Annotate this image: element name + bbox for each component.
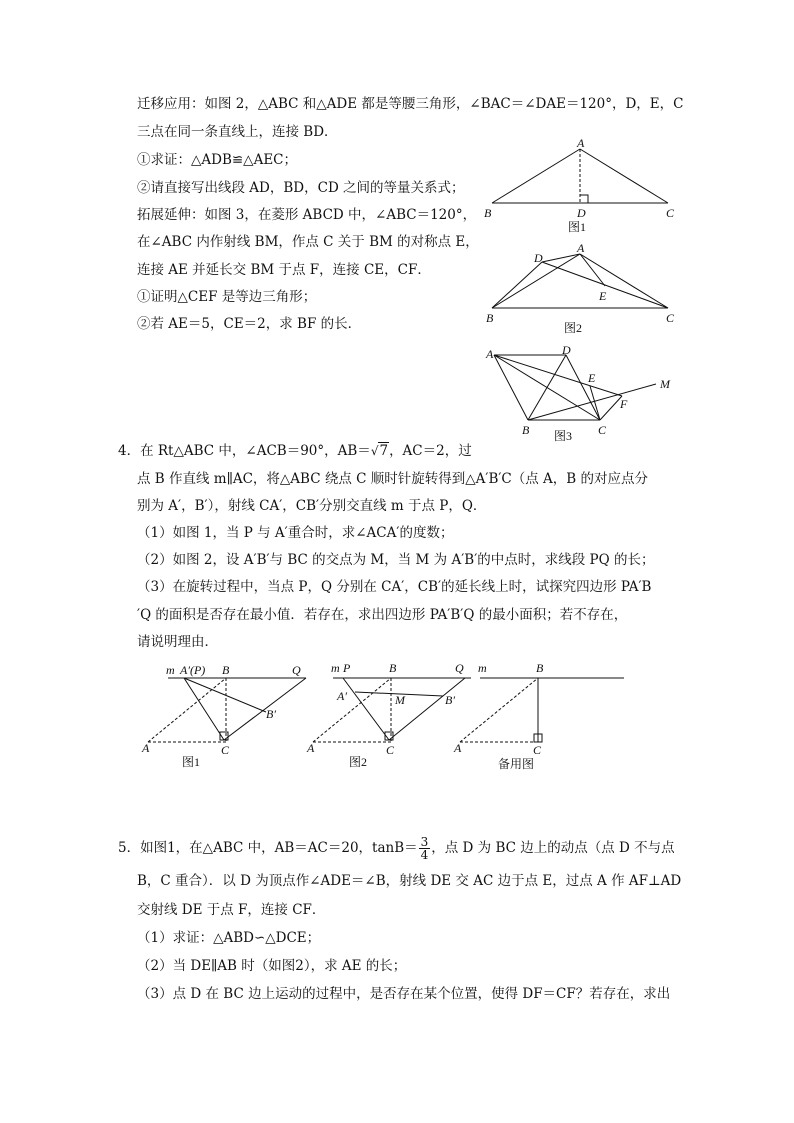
p3-line-4: ②请直接写出线段 AD，BD，CD 之间的等量关系式； [137, 180, 465, 196]
p3-line-6: 在∠ABC 内作射线 BM，作点 C 关于 BM 的对称点 E， [137, 234, 479, 250]
fig3-label-E: E [588, 371, 596, 385]
p4f1-label-Q: Q [292, 663, 301, 677]
fig3-label-B: B [522, 423, 530, 437]
p5-frac-denominator: 4 [420, 848, 429, 862]
p4-line-1b: ，AC＝2，过 [389, 443, 472, 459]
fig2-label-B: B [486, 311, 494, 325]
p4f3-label-A: A [454, 741, 462, 755]
fig1-caption: 图1 [568, 220, 587, 234]
p5-line-6: （3）点 D 在 BC 边上运动的过程中，是否存在某个位置，使得 DF＝CF？若存在，求出 [137, 986, 671, 1002]
p5-frac-numerator: 3 [420, 835, 429, 849]
p4f1-label-C: C [221, 743, 230, 757]
p5-line-1 [118, 836, 675, 861]
p4f2-label-Bp: B′ [445, 693, 455, 707]
p4f2-label-A: A [307, 741, 315, 755]
fig2-label-C: C [666, 311, 675, 325]
fig1-label-B: B [484, 206, 492, 220]
p4-figure-backup [452, 660, 632, 772]
p4f3-label-C: C [533, 743, 542, 757]
p5-fraction [419, 836, 431, 861]
p4f2-label-Ap: A′ [337, 689, 347, 703]
p4-line-7: ′Q 的面积是否存在最小值．若存在，求出四边形 PA′B′Q 的最小面积；若不存在， [137, 607, 628, 623]
fig2-caption: 图2 [564, 321, 583, 335]
p3-line-2: 三点在同一条直线上，连接 BD． [137, 124, 338, 140]
p5-line-3: 交射线 DE 于点 F，连接 CF． [137, 902, 326, 918]
p3-figure-1 [480, 135, 690, 235]
p4f2-label-Q: Q [455, 661, 464, 675]
p4f1-caption: 图1 [182, 755, 201, 769]
fig1-label-C: C [666, 206, 675, 220]
p5-line-2: B，C 重合）．以 D 为顶点作∠ADE＝∠B，射线 DE 交 AC 边于点 E，过点 A 作 AF⊥AD [137, 873, 682, 889]
fig3-label-F: F [620, 397, 628, 411]
p4-figure-1 [140, 660, 315, 772]
p4-line-2: 点 B 作直线 m∥AC，将△ABC 绕点 C 顺时针旋转得到△A′B′C（点 A，B 的对应点分 [137, 471, 649, 487]
fig2-label-D: D [534, 251, 543, 265]
fig3-label-A: A [486, 347, 494, 361]
p3-line-1: 迁移应用：如图 2，△ABC 和△ADE 都是等腰三角形，∠BAC＝∠DAE＝120°，D，E，C [137, 96, 684, 112]
p5-line-5: （2）当 DE∥AB 时（如图2），求 AE 的长； [137, 958, 407, 974]
p4f2-label-m: m [331, 661, 340, 675]
p4f1-label-B: B [222, 663, 230, 677]
fig1-label-D: D [577, 206, 586, 220]
p4f3-caption: 备用图 [498, 757, 535, 771]
p4f2-caption: 图2 [349, 755, 368, 769]
p3-line-8: ①证明△CEF 是等边三角形； [137, 289, 317, 305]
p4-line-3: 别为 A′，B′），射线 CA′，CB′分别交直线 m 于点 P，Q． [137, 498, 487, 514]
p5-line-4: （1）求证：△ABD∽△DCE； [137, 930, 321, 946]
p4-line-8: 请说明理由． [137, 634, 218, 650]
p4-line-6: （3）在旋转过程中，当点 P，Q 分别在 CA′，CB′的延长线上时，试探究四边形 PA′B [137, 579, 652, 595]
p4f3-label-B: B [536, 661, 544, 675]
p4-number: 4． [118, 443, 141, 459]
p4f1-label-m: m [166, 663, 175, 677]
p5-number: 5． [118, 840, 141, 856]
p4f1-label-Bp: B′ [266, 707, 276, 721]
p4f2-label-B: B [389, 661, 397, 675]
p4-line-4: （1）如图 1，当 P 与 A′重合时，求∠ACA′的度数； [137, 525, 454, 541]
fig3-label-M: M [660, 377, 670, 391]
p3-figure-2 [480, 240, 690, 340]
p4f1-label-AP: A′(P) [180, 663, 206, 677]
p5-line-1b: ，点 D 为 BC 边上的动点（点 D 不与点 [431, 840, 675, 856]
fig1-label-A: A [577, 136, 585, 150]
p3-figure-3 [482, 340, 682, 445]
p4-sqrt: 7 [379, 443, 389, 459]
fig3-label-C: C [598, 423, 607, 437]
p4f3-label-m: m [478, 661, 487, 675]
p4-line-1a: 在 Rt△ABC 中，∠ACB＝90°，AB＝ [140, 443, 371, 459]
p3-line-3: ①求证：△ADB≌△AEC； [137, 152, 298, 168]
p4f2-label-M: M [395, 693, 405, 707]
p3-line-5: 拓展延伸：如图 3，在菱形 ABCD 中，∠ABC＝120°， [137, 207, 477, 223]
p3-line-7: 连接 AE 并延长交 BM 于点 F，连接 CE，CF． [137, 262, 431, 278]
p4f1-label-A: A [142, 741, 150, 755]
fig3-caption: 图3 [554, 429, 573, 443]
p4-line-5: （2）如图 2，设 A′B′与 BC 的交点为 M，当 M 为 A′B′的中点时，求线段 PQ 的长； [137, 552, 655, 568]
p4f2-label-P: P [343, 661, 351, 675]
p4f2-label-C: C [386, 743, 395, 757]
p5-line-1a: 如图1，在△ABC 中，AB＝AC＝20，tanB＝ [140, 840, 418, 856]
fig2-label-E: E [599, 289, 607, 303]
p4-line-1: 4．在 Rt△ABC 中，∠ACB＝90°，AB＝√7，AC＝2，过 [118, 443, 472, 459]
p3-line-9: ②若 AE＝5，CE＝2，求 BF 的长． [137, 316, 362, 332]
fig3-label-D: D [562, 343, 571, 357]
fig2-label-A: A [577, 241, 585, 255]
